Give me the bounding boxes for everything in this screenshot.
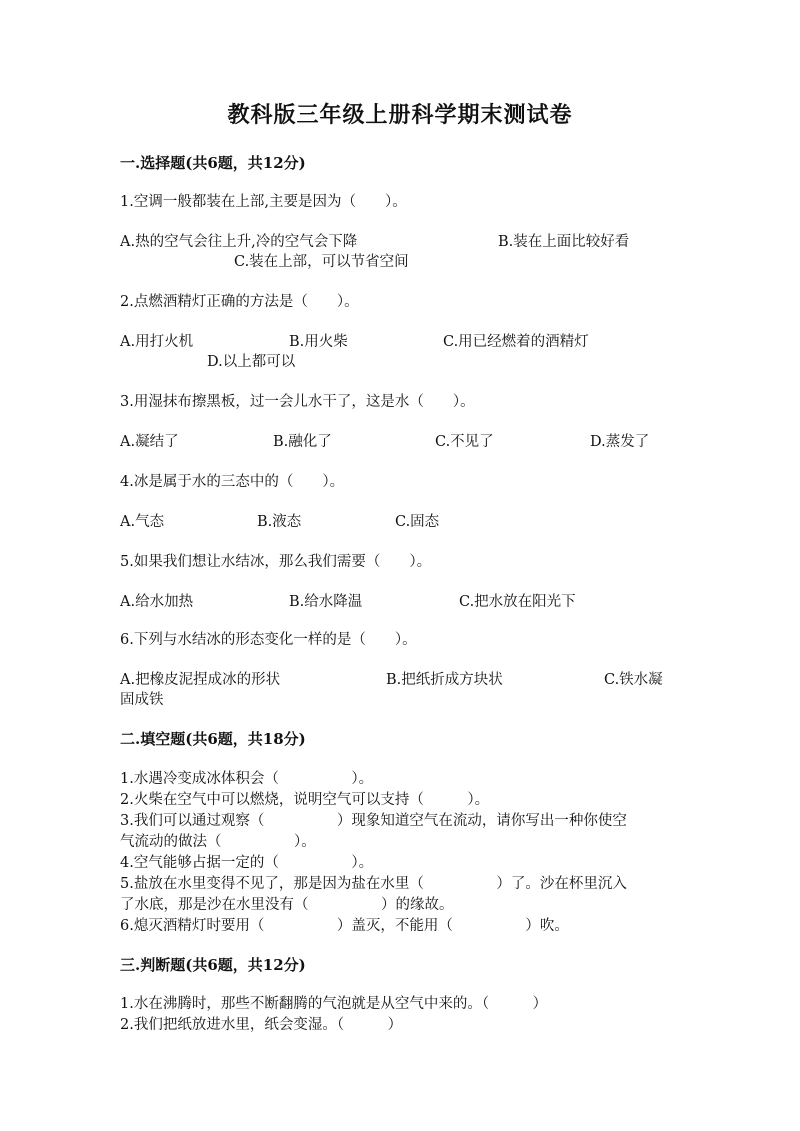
option: A.给水加热 <box>120 594 194 610</box>
fill-line: 1.水遇冷变成冰体积会（ ）。 <box>120 771 374 787</box>
section-heading-choice: 一.选择题(共6题，共12分) <box>120 154 306 172</box>
question-stem: 6.下列与水结冰的形态变化一样的是（ ）。 <box>120 632 417 648</box>
option: C.固态 <box>395 514 440 530</box>
question-stem: 2.点燃酒精灯正确的方法是（ ）。 <box>120 294 359 310</box>
option: D.以上都可以 <box>207 354 296 370</box>
option: A.凝结了 <box>120 434 179 450</box>
question-stem: 3.用湿抹布擦黑板，过一会儿水干了，这是水（ ）。 <box>120 394 475 410</box>
fill-line: 5.盐放在水里变得不见了，那是因为盐在水里（ ）了。沙在杯里沉入 <box>120 876 627 892</box>
page-title: 教科版三年级上册科学期末测试卷 <box>227 102 573 128</box>
fill-line: 6.熄灭酒精灯时要用（ ）盖灭，不能用（ ）吹。 <box>120 918 569 934</box>
option: C.用已经燃着的酒精灯 <box>443 334 589 350</box>
option-continuation: 固成铁 <box>120 692 164 708</box>
option: B.装在上面比较好看 <box>498 234 630 250</box>
fill-line: 2.火柴在空气中可以燃烧，说明空气可以支持（ ）。 <box>120 792 490 808</box>
option: C.铁水凝 <box>604 672 663 688</box>
section-heading-fill: 二.填空题(共6题，共18分) <box>120 730 306 748</box>
option: B.融化了 <box>273 434 332 450</box>
judge-line: 2.我们把纸放进水里，纸会变湿。（ ） <box>120 1017 403 1033</box>
option: A.气态 <box>120 514 165 530</box>
option: A.用打火机 <box>120 334 194 350</box>
section-heading-judge: 三.判断题(共6题，共12分) <box>120 956 306 974</box>
question-stem: 4.冰是属于水的三态中的（ ）。 <box>120 474 345 490</box>
option: C.把水放在阳光下 <box>459 594 576 610</box>
option: C.装在上部，可以节省空间 <box>234 254 409 270</box>
option: B.把纸折成方块状 <box>386 672 503 688</box>
option: B.给水降温 <box>289 594 363 610</box>
question-stem: 1.空调一般都装在上部,主要是因为（ ）。 <box>120 194 407 210</box>
option: B.液态 <box>257 514 302 530</box>
fill-line: 3.我们可以通过观察（ ）现象知道空气在流动，请你写出一种你使空 <box>120 813 627 829</box>
judge-line: 1.水在沸腾时，那些不断翻腾的气泡就是从空气中来的。（ ） <box>120 996 548 1012</box>
option: D.蒸发了 <box>590 434 650 450</box>
fill-line: 气流动的做法（ ）。 <box>120 834 316 850</box>
option: A.热的空气会往上升,冷的空气会下降 <box>120 234 358 250</box>
fill-line: 4.空气能够占据一定的（ ）。 <box>120 855 374 871</box>
fill-line: 了水底，那是沙在水里没有（ ）的缘故。 <box>120 897 454 913</box>
option: A.把橡皮泥捏成冰的形状 <box>120 672 281 688</box>
option: C.不见了 <box>435 434 494 450</box>
question-stem: 5.如果我们想让水结冰，那么我们需要（ ）。 <box>120 554 432 570</box>
option: B.用火柴 <box>289 334 348 350</box>
